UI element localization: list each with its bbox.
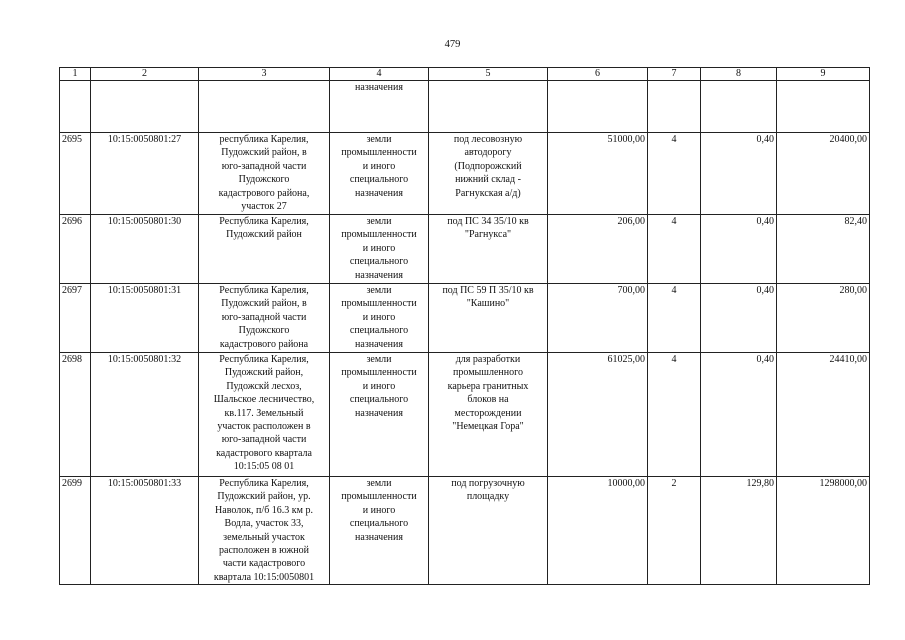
row-number-cell: 2695 xyxy=(60,133,91,215)
total-cell: 1298000,00 xyxy=(777,477,870,585)
permitted-use-cell xyxy=(429,353,548,477)
column-header: 8 xyxy=(701,68,777,81)
area-cell: 51000,00 xyxy=(548,133,648,215)
permitted-use-cell-line: площадку xyxy=(466,491,510,503)
permitted-use-cell-line: (Подпорожский xyxy=(454,160,522,172)
cadastral-number-cell: 10:15:0050801:31 xyxy=(91,284,199,353)
location-cell-line: квартала 10:15:0050801 xyxy=(213,571,315,583)
permitted-use-cell-line: Рагнукская а/д) xyxy=(455,187,521,199)
location-cell-line: земельный участок xyxy=(223,531,305,543)
area-cell: 700,00 xyxy=(548,284,648,353)
land-registry-table xyxy=(59,67,870,585)
permitted-use-cell-line: под ПС 59 П 35/10 кв xyxy=(442,285,534,296)
location-cell-line: юго-западной части xyxy=(221,311,307,323)
location-cell xyxy=(199,133,330,215)
land-category-cell-line: специального xyxy=(349,518,409,530)
land-category-cell-line: назначения xyxy=(355,531,403,543)
permitted-use-cell-line: под погрузочную xyxy=(451,478,525,489)
land-category-cell xyxy=(330,215,429,284)
cadastral-number-cell: 10:15:0050801:30 xyxy=(91,215,199,284)
total-cell: 24410,00 xyxy=(777,353,870,477)
location-cell-line: кадастрового квартала xyxy=(216,447,312,459)
location-cell-line: Пудожский район, ур. xyxy=(217,491,311,503)
location-cell-line: кадастрового района, xyxy=(218,187,310,199)
continued-row xyxy=(60,81,870,133)
table-row xyxy=(60,133,870,215)
location-cell-line: Наволок, п/б 16.3 км р. xyxy=(215,504,313,516)
land-category-cell-line: промышленности xyxy=(341,367,417,379)
column-7-cell: 4 xyxy=(648,353,701,477)
land-category-cell xyxy=(330,284,429,353)
column-7-cell: 2 xyxy=(648,477,701,585)
table-row xyxy=(60,284,870,353)
location-cell-line: Республика Карелия, xyxy=(219,285,309,296)
permitted-use-cell-line: нижний склад - xyxy=(455,174,521,186)
location-cell-line: участок расположен в xyxy=(217,421,311,433)
land-category-cell-line: специального xyxy=(349,256,409,268)
permitted-use-cell-line: под лесовозную xyxy=(453,134,523,145)
permitted-use-cell-line: под ПС 34 35/10 кв xyxy=(447,216,529,227)
permitted-use-cell xyxy=(429,215,548,284)
location-cell-line: кадастрового района xyxy=(219,338,309,350)
continued-category: назначения xyxy=(330,81,429,133)
land-category-cell-line: назначения xyxy=(355,338,403,350)
location-cell-line: Пудожский район, в xyxy=(221,147,307,159)
column-header: 6 xyxy=(548,68,648,81)
cadastral-number-cell: 10:15:0050801:27 xyxy=(91,133,199,215)
permitted-use-cell-line: "Рагнукса" xyxy=(464,229,512,241)
row-number-cell: 2698 xyxy=(60,353,91,477)
column-header: 5 xyxy=(429,68,548,81)
rate-cell: 0,40 xyxy=(701,353,777,477)
land-category-cell-line: земли xyxy=(366,354,392,365)
column-7-cell: 4 xyxy=(648,215,701,284)
total-cell: 280,00 xyxy=(777,284,870,353)
page-number: 479 xyxy=(444,39,461,50)
column-header: 1 xyxy=(60,68,91,81)
location-cell-line: Пудожский район xyxy=(226,229,302,241)
land-category-cell-line: земли xyxy=(366,216,392,227)
location-cell-line: Шальское лесничество, xyxy=(213,394,315,406)
permitted-use-cell xyxy=(429,477,548,585)
land-category-cell-line: специального xyxy=(349,325,409,337)
land-category-cell-line: и иного xyxy=(362,380,396,392)
land-category-cell-line: и иного xyxy=(362,311,396,323)
land-category-cell-line: промышленности xyxy=(341,298,417,310)
location-cell-line: Пудожского xyxy=(238,325,290,337)
permitted-use-cell-line: карьера гранитных xyxy=(447,380,529,392)
row-number-cell: 2696 xyxy=(60,215,91,284)
area-cell: 10000,00 xyxy=(548,477,648,585)
column-7-cell: 4 xyxy=(648,284,701,353)
permitted-use-cell-line: промышленного xyxy=(453,367,523,379)
rate-cell: 0,40 xyxy=(701,215,777,284)
column-header: 9 xyxy=(777,68,870,81)
total-cell: 20400,00 xyxy=(777,133,870,215)
permitted-use-cell-line: "Кашино" xyxy=(466,298,510,310)
location-cell xyxy=(199,284,330,353)
location-cell-line: участок 27 xyxy=(241,201,287,213)
land-category-cell-line: и иного xyxy=(362,504,396,516)
location-cell-line: Республика Карелия, xyxy=(219,216,309,227)
land-category-cell-line: земли xyxy=(366,478,392,489)
table-row xyxy=(60,215,870,284)
area-cell: 61025,00 xyxy=(548,353,648,477)
location-cell-line: части кадастрового xyxy=(222,558,306,570)
location-cell-line: республика Карелия, xyxy=(219,134,309,145)
row-number-cell: 2697 xyxy=(60,284,91,353)
column-7-cell: 4 xyxy=(648,133,701,215)
location-cell-line: 10:15:05 08 01 xyxy=(233,461,295,473)
column-header: 3 xyxy=(199,68,330,81)
location-cell-line: расположен в южной xyxy=(219,545,309,557)
land-category-cell-line: промышленности xyxy=(341,229,417,241)
rate-cell: 129,80 xyxy=(701,477,777,585)
land-category-cell-line: промышленности xyxy=(341,147,417,159)
location-cell-line: Республика Карелия, xyxy=(219,354,309,365)
land-category-cell-line: промышленности xyxy=(341,491,417,503)
rate-cell: 0,40 xyxy=(701,284,777,353)
location-cell-line: юго-западной части xyxy=(221,434,307,446)
location-cell xyxy=(199,215,330,284)
table-row xyxy=(60,477,870,585)
location-cell-line: Пудожский район, xyxy=(224,367,304,379)
permitted-use-cell-line: "Немецкая Гора" xyxy=(452,421,524,433)
permitted-use-cell xyxy=(429,133,548,215)
cadastral-number-cell: 10:15:0050801:33 xyxy=(91,477,199,585)
column-header: 2 xyxy=(91,68,199,81)
land-category-cell-line: земли xyxy=(366,285,392,296)
land-category-cell-line: и иного xyxy=(362,160,396,172)
total-cell: 82,40 xyxy=(777,215,870,284)
permitted-use-cell-line: автодорогу xyxy=(464,147,512,159)
location-cell xyxy=(199,477,330,585)
location-cell-line: юго-западной части xyxy=(221,160,307,172)
permitted-use-cell xyxy=(429,284,548,353)
table-row xyxy=(60,353,870,477)
location-cell-line: кв.117. Земельный xyxy=(224,407,304,419)
location-cell xyxy=(199,353,330,477)
land-category-cell-line: назначения xyxy=(355,269,403,281)
land-category-cell-line: назначения xyxy=(355,187,403,199)
land-category-cell xyxy=(330,133,429,215)
column-header: 4 xyxy=(330,68,429,81)
area-cell: 206,00 xyxy=(548,215,648,284)
land-category-cell-line: специального xyxy=(349,394,409,406)
column-header: 7 xyxy=(648,68,701,81)
permitted-use-cell-line: месторождении xyxy=(454,407,522,419)
rate-cell: 0,40 xyxy=(701,133,777,215)
land-category-cell-line: специального xyxy=(349,174,409,186)
land-category-cell-line: земли xyxy=(366,134,392,145)
cadastral-number-cell: 10:15:0050801:32 xyxy=(91,353,199,477)
location-cell-line: Водла, участок 33, xyxy=(224,518,304,530)
land-category-cell xyxy=(330,477,429,585)
land-category-cell xyxy=(330,353,429,477)
location-cell-line: Пудожского xyxy=(238,174,290,186)
row-number-cell: 2699 xyxy=(60,477,91,585)
location-cell-line: Республика Карелия, xyxy=(219,478,309,489)
permitted-use-cell-line: блоков на xyxy=(467,394,509,406)
location-cell-line: Пудожскй лесхоз, xyxy=(226,380,302,392)
location-cell-line: Пудожский район, в xyxy=(221,298,307,310)
land-category-cell-line: назначения xyxy=(355,407,403,419)
permitted-use-cell-line: для разработки xyxy=(455,354,521,365)
land-category-cell-line: и иного xyxy=(362,242,396,254)
header-row xyxy=(60,68,870,81)
